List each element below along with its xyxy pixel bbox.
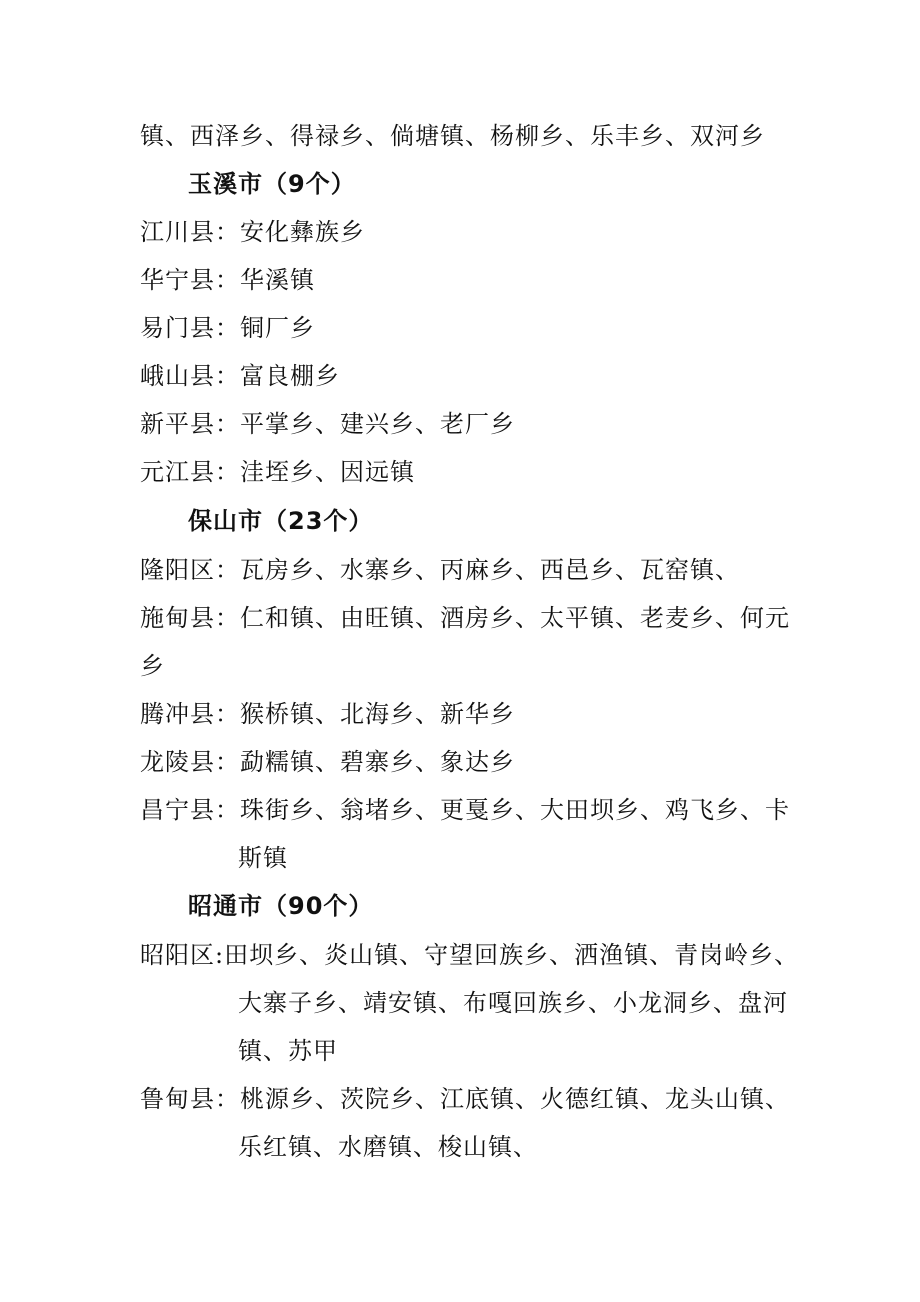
county-line-longling xyxy=(140,747,790,777)
township-list: 珠街乡、翁堵乡、更戛乡、大田坝乡、鸡飞乡、卡 xyxy=(240,796,790,824)
county-label: 新平县： xyxy=(140,410,240,438)
county-line-tengchong xyxy=(140,699,790,729)
township-list: 铜厂乡 xyxy=(240,314,315,342)
county-line-xinping xyxy=(140,409,790,439)
township-list: 安化彝族乡 xyxy=(240,218,365,246)
county-label: 华宁县： xyxy=(140,266,240,294)
township-list: 仁和镇、由旺镇、酒房乡、太平镇、老麦乡、何元 xyxy=(240,604,790,632)
township-list: 洼垤乡、因远镇 xyxy=(240,458,415,486)
county-label: 江川县： xyxy=(140,218,240,246)
township-list: 桃源乡、茨院乡、江底镇、火德红镇、龙头山镇、 xyxy=(240,1085,790,1113)
township-list: 瓦房乡、水寨乡、丙麻乡、西邑乡、瓦窑镇、 xyxy=(240,556,740,584)
county-line-jiangchuan xyxy=(140,217,790,247)
continuation-line: 乡 xyxy=(140,652,165,680)
county-line-shidian xyxy=(140,603,790,633)
county-label: 鲁甸县： xyxy=(140,1085,240,1113)
county-label: 昌宁县： xyxy=(140,796,240,824)
township-list: 富良棚乡 xyxy=(240,362,340,390)
continuation-line: 乐红镇、水磨镇、梭山镇、 xyxy=(238,1133,538,1161)
county-line-zhaoyang xyxy=(140,940,800,970)
continuation-line: 镇、西泽乡、得禄乡、倘塘镇、杨柳乡、乐丰乡、双河乡 xyxy=(140,122,765,150)
county-line-longyang xyxy=(140,555,790,585)
county-label: 元江县： xyxy=(140,458,240,486)
continuation-line: 大寨子乡、靖安镇、布嘎回族乡、小龙洞乡、盘河 xyxy=(238,989,788,1017)
township-list: 猴桥镇、北海乡、新华乡 xyxy=(240,700,515,728)
township-list: 勐糯镇、碧寨乡、象达乡 xyxy=(240,748,515,776)
township-list: 华溪镇 xyxy=(240,266,315,294)
township-list: 田坝乡、炎山镇、守望回族乡、洒渔镇、青岗岭乡、 xyxy=(224,941,800,969)
county-label: 峨山县： xyxy=(140,362,240,390)
county-label: 易门县： xyxy=(140,314,240,342)
section-heading-baoshan: 保山市（23个） xyxy=(188,507,374,535)
county-line-yimen xyxy=(140,313,790,343)
county-line-eshan xyxy=(140,361,790,391)
county-line-ludian xyxy=(140,1084,790,1114)
county-label: 隆阳区： xyxy=(140,556,240,584)
section-heading-zhaotong: 昭通市（90个） xyxy=(188,892,374,920)
county-line-changning xyxy=(140,795,790,825)
continuation-line: 镇、苏甲 xyxy=(238,1037,338,1065)
county-label: 腾冲县： xyxy=(140,700,240,728)
continuation-line: 斯镇 xyxy=(238,844,288,872)
county-label: 施甸县： xyxy=(140,604,240,632)
county-line-yuanjiang xyxy=(140,457,790,487)
township-list: 平掌乡、建兴乡、老厂乡 xyxy=(240,410,515,438)
county-label: 昭阳区: xyxy=(140,941,225,969)
section-heading-yuxi: 玉溪市（9个） xyxy=(188,170,356,198)
county-label: 龙陵县： xyxy=(140,748,240,776)
county-line-huaning xyxy=(140,265,790,295)
